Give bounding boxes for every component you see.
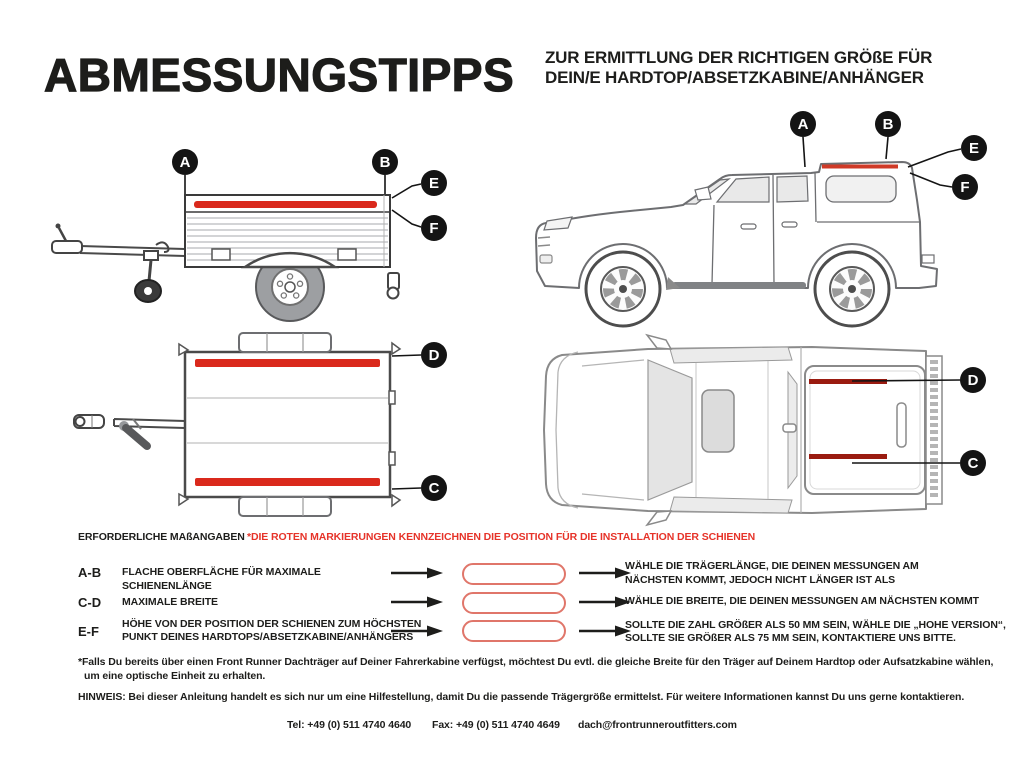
svg-text:A: A	[797, 116, 809, 133]
svg-text:C: C	[428, 480, 440, 497]
arrow-right-icon	[579, 567, 631, 579]
arrow-right-icon	[579, 625, 631, 637]
front-wheel	[586, 252, 660, 326]
marker-f-icon	[952, 174, 978, 200]
page-subtitle	[545, 48, 932, 88]
measurements-heading: ERFORDERLICHE MAßANGABEN	[78, 531, 245, 543]
svg-text:D: D	[428, 347, 440, 364]
svg-text:E: E	[968, 140, 980, 157]
svg-text:C: C	[967, 455, 979, 472]
range-label-cd: C-D	[78, 595, 102, 610]
svg-text:A: A	[179, 154, 191, 171]
side-mirror	[647, 335, 671, 349]
fender-top	[239, 333, 331, 352]
svg-text:F: F	[429, 220, 439, 237]
rail-position-stripe	[822, 165, 898, 169]
contact-tel: Tel: +49 (0) 511 4740 4640	[287, 719, 412, 731]
trailer-side-view-diagram	[40, 115, 500, 330]
asterisk-footnote-line1: *Falls Du bereits über einen Front Runner Dachträger auf Deiner Fahrerkabine verfügst, möchtest Du evtl. die gleiche Breite für den Träger auf Deinem Hardtop oder Aufsatzkabine wählen,	[78, 656, 994, 668]
marker-d-icon	[960, 367, 986, 393]
door-handle	[782, 222, 797, 227]
headlight	[544, 217, 572, 230]
trailer-top-view-diagram	[40, 325, 500, 530]
arrow-right-icon	[391, 567, 443, 579]
marker-a-icon	[172, 149, 198, 175]
latch	[338, 249, 356, 260]
asterisk-footnote-line2: um eine optische Einheit zu erhalten.	[84, 670, 266, 682]
windshield-top	[648, 360, 692, 500]
hitch-coupler	[52, 241, 82, 253]
canopy-window	[826, 176, 896, 202]
arrow-right-icon	[391, 596, 443, 608]
rear-wheel	[815, 252, 889, 326]
svg-text:B: B	[882, 116, 894, 133]
arrow-right-icon	[579, 596, 631, 608]
side-mirror	[647, 511, 671, 525]
svg-text:D: D	[967, 372, 979, 389]
marker-b-icon	[875, 111, 901, 137]
subtitle-line-1: ZUR ERMITTLUNG DER RICHTIGEN GRÖßE FÜR	[545, 48, 933, 67]
marker-f-icon	[421, 215, 447, 241]
contact-fax: Fax: +49 (0) 511 4740 4649	[432, 719, 560, 731]
marker-a-icon	[790, 111, 816, 137]
subtitle-line-2: DEIN/E HARDTOP/ABSETZKABINE/ANHÄNGER	[545, 68, 924, 87]
measurement-entry-field-ef[interactable]	[462, 620, 566, 642]
jockey-clamp	[144, 251, 158, 260]
rail-position-stripe	[195, 478, 380, 486]
side-windows	[670, 497, 792, 513]
red-markings-note: *DIE ROTEN MARKIERUNGEN KENNZEICHNEN DIE POSITION FÜR DIE INSTALLATION DER SCHIENEN	[247, 531, 756, 543]
side-mirror	[695, 187, 711, 200]
latch	[212, 249, 230, 260]
marker-e-icon	[421, 170, 447, 196]
sunroof	[702, 390, 734, 452]
result-cd: WÄHLE DIE BREITE, DIE DEINEN MESSUNGEN AM NÄCHSTEN KOMMT	[625, 595, 979, 607]
running-board	[672, 282, 806, 289]
description-ef: HÖHE VON DER POSITION DER SCHIENEN ZUM HÖCHSTEN PUNKT DEINES HARDTOPS/ABSETZKABINE/ANHÄNGERS	[122, 618, 422, 643]
hinweis-note: HINWEIS: Bei dieser Anleitung handelt es sich nur um eine Hilfestellung, damit Du die passende Trägergröße ermittelst. Für weitere Informationen kannst Du uns gerne kontaktieren.	[78, 691, 965, 703]
result-ef: SOLLTE DIE ZAHL GRÖßER ALS 50 MM SEIN, WÄHLE DIE „HOHE VERSION“, SOLLTE SIE GRÖßER ALS 75 MM SEIN, KONTAKTIERE UNS BITTE.	[625, 619, 1006, 644]
rail-position-stripe	[809, 454, 887, 459]
svg-text:E: E	[428, 175, 440, 192]
measurement-entry-field-ab[interactable]	[462, 563, 566, 585]
marker-d-icon	[421, 342, 447, 368]
door-handle	[741, 224, 756, 229]
contact-email: dach@frontrunneroutfitters.com	[578, 719, 737, 731]
range-label-ef: E-F	[78, 624, 99, 639]
rail-position-stripe	[194, 201, 377, 208]
truck-bed	[805, 366, 925, 494]
handbrake-lever	[126, 428, 147, 446]
truck-side-view-diagram	[520, 105, 1000, 330]
description-ab: FLACHE OBERFLÄCHE FÜR MAXIMALE SCHIENENLÄNGE	[122, 566, 321, 592]
marker-b-icon	[372, 149, 398, 175]
rear-door-window	[777, 176, 808, 202]
rail-position-stripe	[195, 359, 380, 367]
svg-text:F: F	[960, 179, 970, 196]
svg-text:B: B	[379, 154, 391, 171]
result-ab: WÄHLE DIE TRÄGERLÄNGE, DIE DEINEN MESSUNGEN AM NÄCHSTEN KOMMT, JEDOCH NICHT LÄNGER IST ALS	[625, 560, 919, 586]
marker-c-icon	[960, 450, 986, 476]
truck-top-view-diagram	[520, 330, 1000, 530]
range-label-ab: A-B	[78, 565, 102, 580]
page-title: ABMESSUNGSTIPPS	[44, 49, 515, 101]
fender-bottom	[239, 497, 331, 516]
marker-e-icon	[961, 135, 987, 161]
marker-c-icon	[421, 475, 447, 501]
description-cd: MAXIMALE BREITE	[122, 596, 218, 608]
measurement-entry-field-cd[interactable]	[462, 592, 566, 614]
side-windows	[670, 347, 792, 363]
trailer-box-top	[185, 352, 390, 497]
arrow-right-icon	[391, 625, 443, 637]
